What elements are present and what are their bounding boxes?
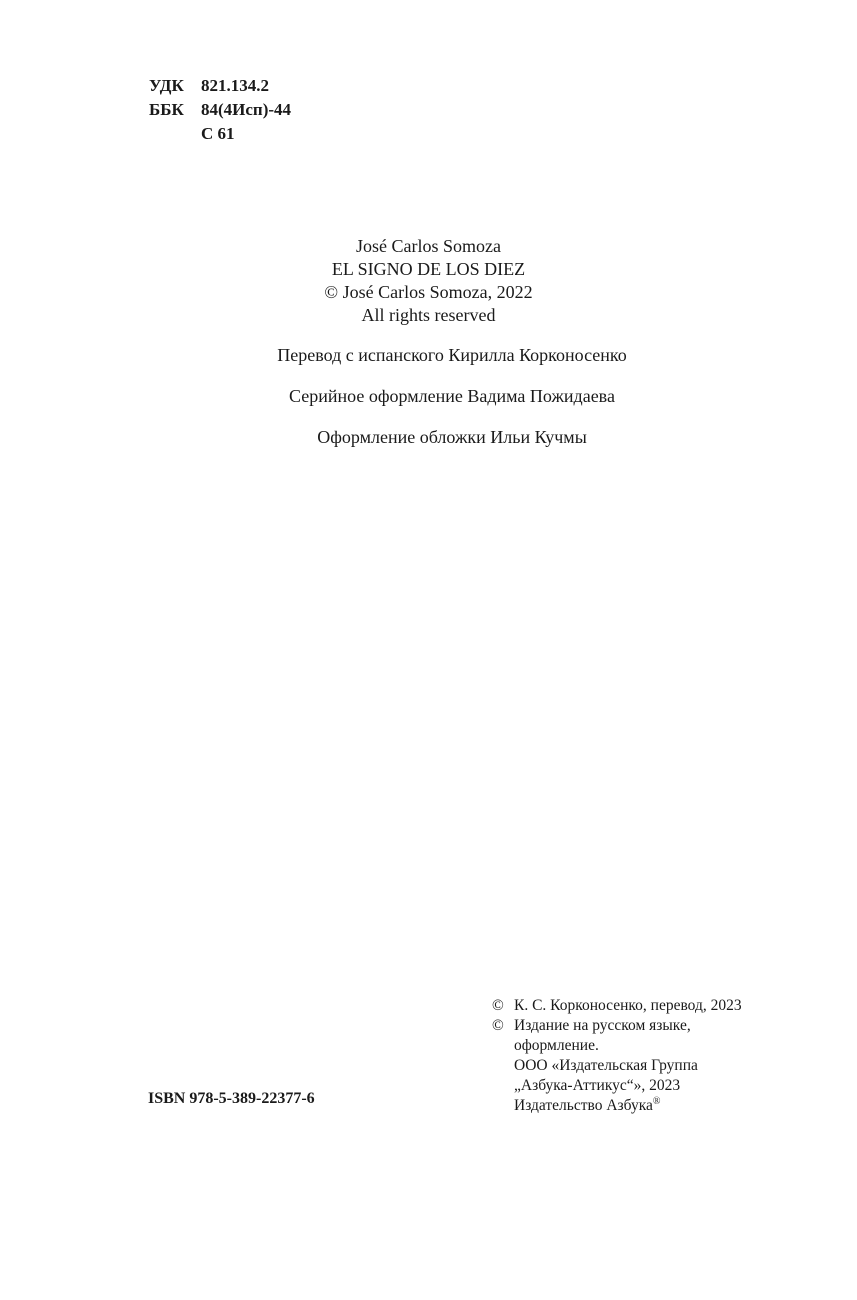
rights-notice: All rights reserved xyxy=(361,305,496,325)
author-mark: С 61 xyxy=(201,124,235,143)
original-edition-block xyxy=(0,235,857,327)
isbn: ISBN 978-5-389-22377-6 xyxy=(148,1090,315,1107)
registered-mark: ® xyxy=(652,1095,661,1107)
classification-block xyxy=(149,74,291,146)
translation-credit: Перевод с испанского Кирилла Корконосенко xyxy=(277,345,627,365)
udk-label: УДК xyxy=(149,76,184,95)
copyright-row-edition xyxy=(492,1016,742,1036)
original-author: José Carlos Somoza xyxy=(356,236,501,256)
bbk-row xyxy=(149,98,291,122)
cover-design-credit: Оформление обложки Ильи Кучмы xyxy=(317,427,587,447)
udk-row xyxy=(149,74,291,98)
copyright-publisher-group: ООО «Издательская Группа xyxy=(514,1057,698,1074)
udk-value: 821.134.2 xyxy=(201,76,269,95)
copyright-mark: © xyxy=(492,1017,504,1034)
credits-block xyxy=(0,345,857,468)
copyright-mark: © xyxy=(492,997,504,1014)
copyright-edition: Издание на русском языке, xyxy=(514,1017,691,1034)
original-copyright: © José Carlos Somoza, 2022 xyxy=(324,282,533,302)
imprint-name: Издательство Азбука xyxy=(514,1097,653,1114)
series-design-credit: Серийное оформление Вадима Пожидаева xyxy=(289,386,615,406)
copyright-row-translation xyxy=(492,996,742,1016)
copyright-translation: К. С. Корконосенко, перевод, 2023 xyxy=(514,997,742,1014)
copyright-imprint xyxy=(492,1096,742,1116)
bbk-value: 84(4Исп)-44 xyxy=(201,100,292,119)
original-title: EL SIGNO DE LOS DIEZ xyxy=(331,259,526,279)
copyright-block xyxy=(492,996,742,1116)
copyright-publisher-name: „Азбука-Аттикус“», 2023 xyxy=(514,1077,681,1094)
bbk-label: ББК xyxy=(149,100,184,119)
author-mark-row xyxy=(149,122,291,146)
copyright-design: оформление. xyxy=(514,1037,599,1054)
